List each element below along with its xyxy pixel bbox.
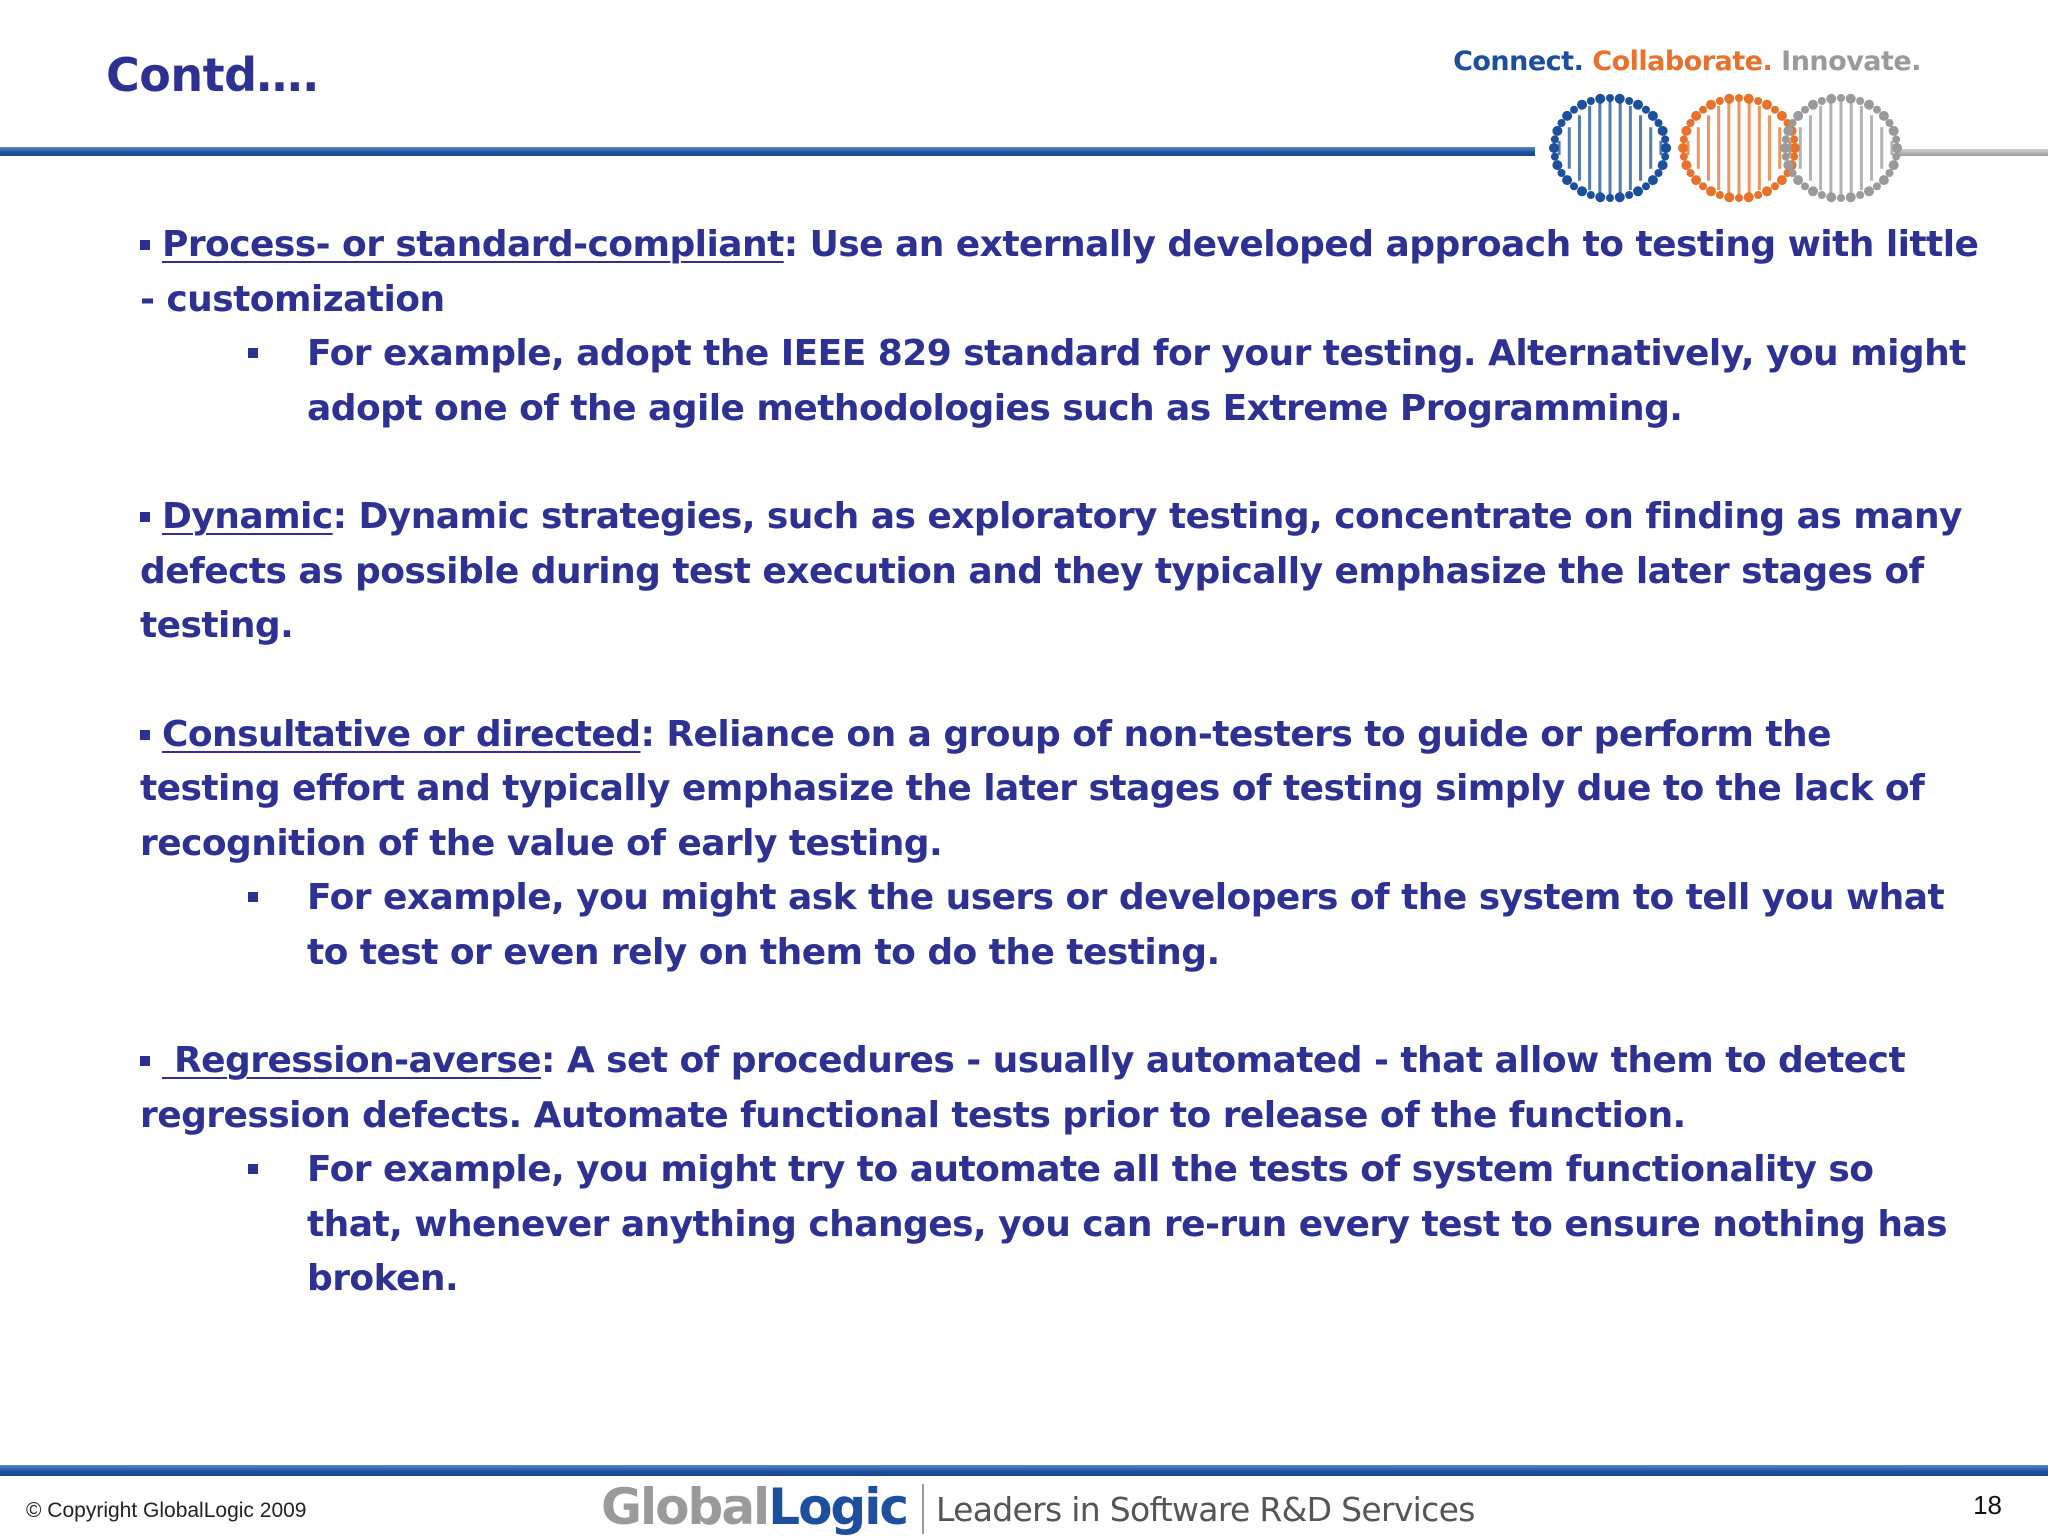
- helix-dot: [1691, 111, 1701, 121]
- item-term: Consultative or directed: [162, 713, 641, 755]
- helix-dot: [1562, 111, 1572, 121]
- helix-dot: [1680, 135, 1688, 143]
- helix-dot: [1642, 106, 1650, 114]
- dna-helix-blue: [1549, 94, 1671, 202]
- helix-dot: [1789, 169, 1797, 177]
- item-example: For example, adopt the IEEE 829 standard for your testing. Alternatively, you might adopt one of the agile methodologies such as Extreme Programming.: [307, 333, 1966, 429]
- helix-dot: [1680, 153, 1688, 161]
- helix-dot: [1856, 97, 1864, 105]
- sub-bullet-square-icon: [248, 892, 258, 902]
- helix-dot: [1762, 186, 1772, 196]
- helix-dot: [1558, 169, 1566, 177]
- dna-helix-logo: [1505, 88, 1905, 208]
- helix-dot: [1793, 111, 1803, 121]
- helix-dot: [1783, 126, 1793, 136]
- helix-dot: [1892, 153, 1900, 161]
- helix-dot: [1625, 97, 1633, 105]
- helix-dot: [1801, 182, 1809, 190]
- slide-title: Contd….: [106, 48, 320, 102]
- helix-dot: [1654, 169, 1662, 177]
- item-text: : Dynamic strategies, such as exploratory testing, concentrate on finding as many defects as possible during test execution and they typically emphasize the later stages of testing.: [140, 496, 1962, 646]
- helix-dot: [1777, 175, 1787, 185]
- helix-dot: [1783, 160, 1793, 170]
- footer-slogan: Leaders in Software R&D Services: [936, 1490, 1475, 1529]
- header-rule: [0, 147, 1535, 156]
- helix-dot: [1661, 135, 1669, 143]
- helix-dot: [1724, 94, 1734, 104]
- helix-dot: [1892, 135, 1900, 143]
- header-rule-gray: [1895, 149, 2048, 156]
- helix-dot: [1552, 160, 1562, 170]
- item-text: : Use an externally developed approach to testing with little - customization: [140, 224, 1979, 320]
- tagline-innovate: Innovate.: [1781, 46, 1921, 77]
- helix-dot: [1762, 100, 1772, 110]
- bullet-square-icon: [140, 512, 150, 522]
- helix-dot: [1879, 175, 1889, 185]
- helix-dot: [1885, 119, 1893, 127]
- helix-dot: [1873, 182, 1881, 190]
- helix-dot: [1735, 194, 1743, 202]
- helix-dot: [1735, 94, 1743, 102]
- helix-dot: [1661, 153, 1669, 161]
- helix-dot: [1648, 111, 1658, 121]
- helix-dot: [1658, 126, 1668, 136]
- helix-dot: [1615, 94, 1625, 104]
- item-process-compliant: [140, 218, 1980, 436]
- helix-dot: [1606, 194, 1614, 202]
- item-text: : Reliance on a group of non-testers to guide or perform the testing effort and typically emphasize the later stages of testing simply due to the lack of recognition of the value of early testing.: [140, 713, 1925, 864]
- helix-dot: [1687, 119, 1695, 127]
- helix-dot: [1864, 100, 1874, 110]
- helix-dot: [1551, 153, 1559, 161]
- footer-rule: [0, 1465, 2048, 1476]
- helix-dot: [1780, 143, 1790, 153]
- helix-dot: [1879, 111, 1889, 121]
- tagline-collaborate: Collaborate.: [1592, 46, 1773, 77]
- item-consultative: [140, 708, 1980, 981]
- item-example: For example, you might ask the users or developers of the system to tell you what to test or even rely on them to do the testing.: [307, 877, 1945, 973]
- page-number: 18: [1973, 1490, 2002, 1520]
- helix-dot: [1846, 94, 1856, 104]
- helix-dot: [1782, 135, 1790, 143]
- helix-dot: [1549, 143, 1559, 153]
- sub-bullet-square-icon: [248, 348, 258, 358]
- helix-dot: [1706, 186, 1716, 196]
- helix-dot: [1744, 94, 1754, 104]
- logo-separator: [922, 1484, 924, 1534]
- helix-dot: [1681, 160, 1691, 170]
- helix-dot: [1885, 169, 1893, 177]
- item-text: : A set of procedures - usually automated - that allow them to detect regression defects. Automate functional tests prior to release of the function.: [140, 1040, 1906, 1136]
- helix-dot: [1808, 100, 1818, 110]
- helix-dot: [1706, 100, 1716, 110]
- item-dynamic: [140, 490, 1980, 654]
- helix-dot: [1716, 97, 1724, 105]
- helix-dot: [1771, 106, 1779, 114]
- bullet-square-icon: [140, 240, 150, 250]
- helix-dot: [1551, 135, 1559, 143]
- helix-dot: [1699, 182, 1707, 190]
- helix-dot: [1562, 175, 1572, 185]
- helix-dot: [1818, 97, 1826, 105]
- helix-dot: [1681, 126, 1691, 136]
- helix-dot: [1889, 126, 1899, 136]
- helix-dot: [1678, 143, 1688, 153]
- tagline: [1453, 46, 1921, 77]
- helix-dot: [1595, 94, 1605, 104]
- helix-dot: [1856, 191, 1864, 199]
- helix-dot: [1577, 186, 1587, 196]
- helix-dot: [1595, 192, 1605, 202]
- helix-dot: [1570, 106, 1578, 114]
- helix-dot: [1633, 100, 1643, 110]
- helix-dot: [1606, 94, 1614, 102]
- helix-dot: [1793, 175, 1803, 185]
- helix-dot: [1587, 191, 1595, 199]
- globallogic-logo: [601, 1478, 907, 1536]
- helix-dot: [1837, 94, 1845, 102]
- helix-dot: [1782, 153, 1790, 161]
- helix-dot: [1625, 191, 1633, 199]
- helix-dot: [1570, 182, 1578, 190]
- helix-dot: [1587, 97, 1595, 105]
- item-example: For example, you might try to automate all the tests of system functionality so that, whenever anything changes, you can re-run every test to ensure nothing has broken.: [307, 1149, 1948, 1299]
- helix-dot: [1754, 97, 1762, 105]
- helix-dot: [1633, 186, 1643, 196]
- helix-dot: [1716, 191, 1724, 199]
- helix-dot: [1873, 106, 1881, 114]
- helix-dot: [1558, 119, 1566, 127]
- helix-dot: [1658, 160, 1668, 170]
- helix-dot: [1801, 106, 1809, 114]
- helix-dot: [1724, 192, 1734, 202]
- helix-dot: [1826, 94, 1836, 104]
- logo-global: Global: [601, 1478, 769, 1536]
- helix-dot: [1744, 192, 1754, 202]
- helix-dot: [1699, 106, 1707, 114]
- helix-dot: [1846, 192, 1856, 202]
- helix-dot: [1687, 169, 1695, 177]
- helix-dot: [1654, 119, 1662, 127]
- bullet-square-icon: [140, 730, 150, 740]
- helix-dot: [1552, 126, 1562, 136]
- helix-dot: [1818, 191, 1826, 199]
- helix-dot: [1615, 192, 1625, 202]
- sub-bullet-square-icon: [248, 1164, 258, 1174]
- helix-dot: [1808, 186, 1818, 196]
- copyright-text: © Copyright GlobalLogic 2009: [26, 1499, 307, 1522]
- helix-dot: [1648, 175, 1658, 185]
- helix-dot: [1771, 182, 1779, 190]
- helix-dot: [1892, 143, 1902, 153]
- slide-content: [140, 218, 1980, 1307]
- item-term: Regression-averse: [162, 1040, 541, 1081]
- helix-dot: [1642, 182, 1650, 190]
- item-regression-averse: [140, 1034, 1980, 1307]
- helix-dot: [1826, 192, 1836, 202]
- helix-dot: [1577, 100, 1587, 110]
- tagline-connect: Connect.: [1453, 46, 1584, 77]
- helix-dot: [1777, 111, 1787, 121]
- helix-dot: [1889, 160, 1899, 170]
- helix-dot: [1661, 143, 1671, 153]
- helix-dot: [1864, 186, 1874, 196]
- item-term: Process- or standard-compliant: [162, 224, 784, 265]
- logo-logic: Logic: [768, 1478, 907, 1536]
- helix-dot: [1837, 194, 1845, 202]
- helix-dot: [1754, 191, 1762, 199]
- helix-dot: [1789, 119, 1797, 127]
- helix-dot: [1691, 175, 1701, 185]
- bullet-square-icon: [140, 1056, 150, 1066]
- item-term: Dynamic: [162, 496, 333, 537]
